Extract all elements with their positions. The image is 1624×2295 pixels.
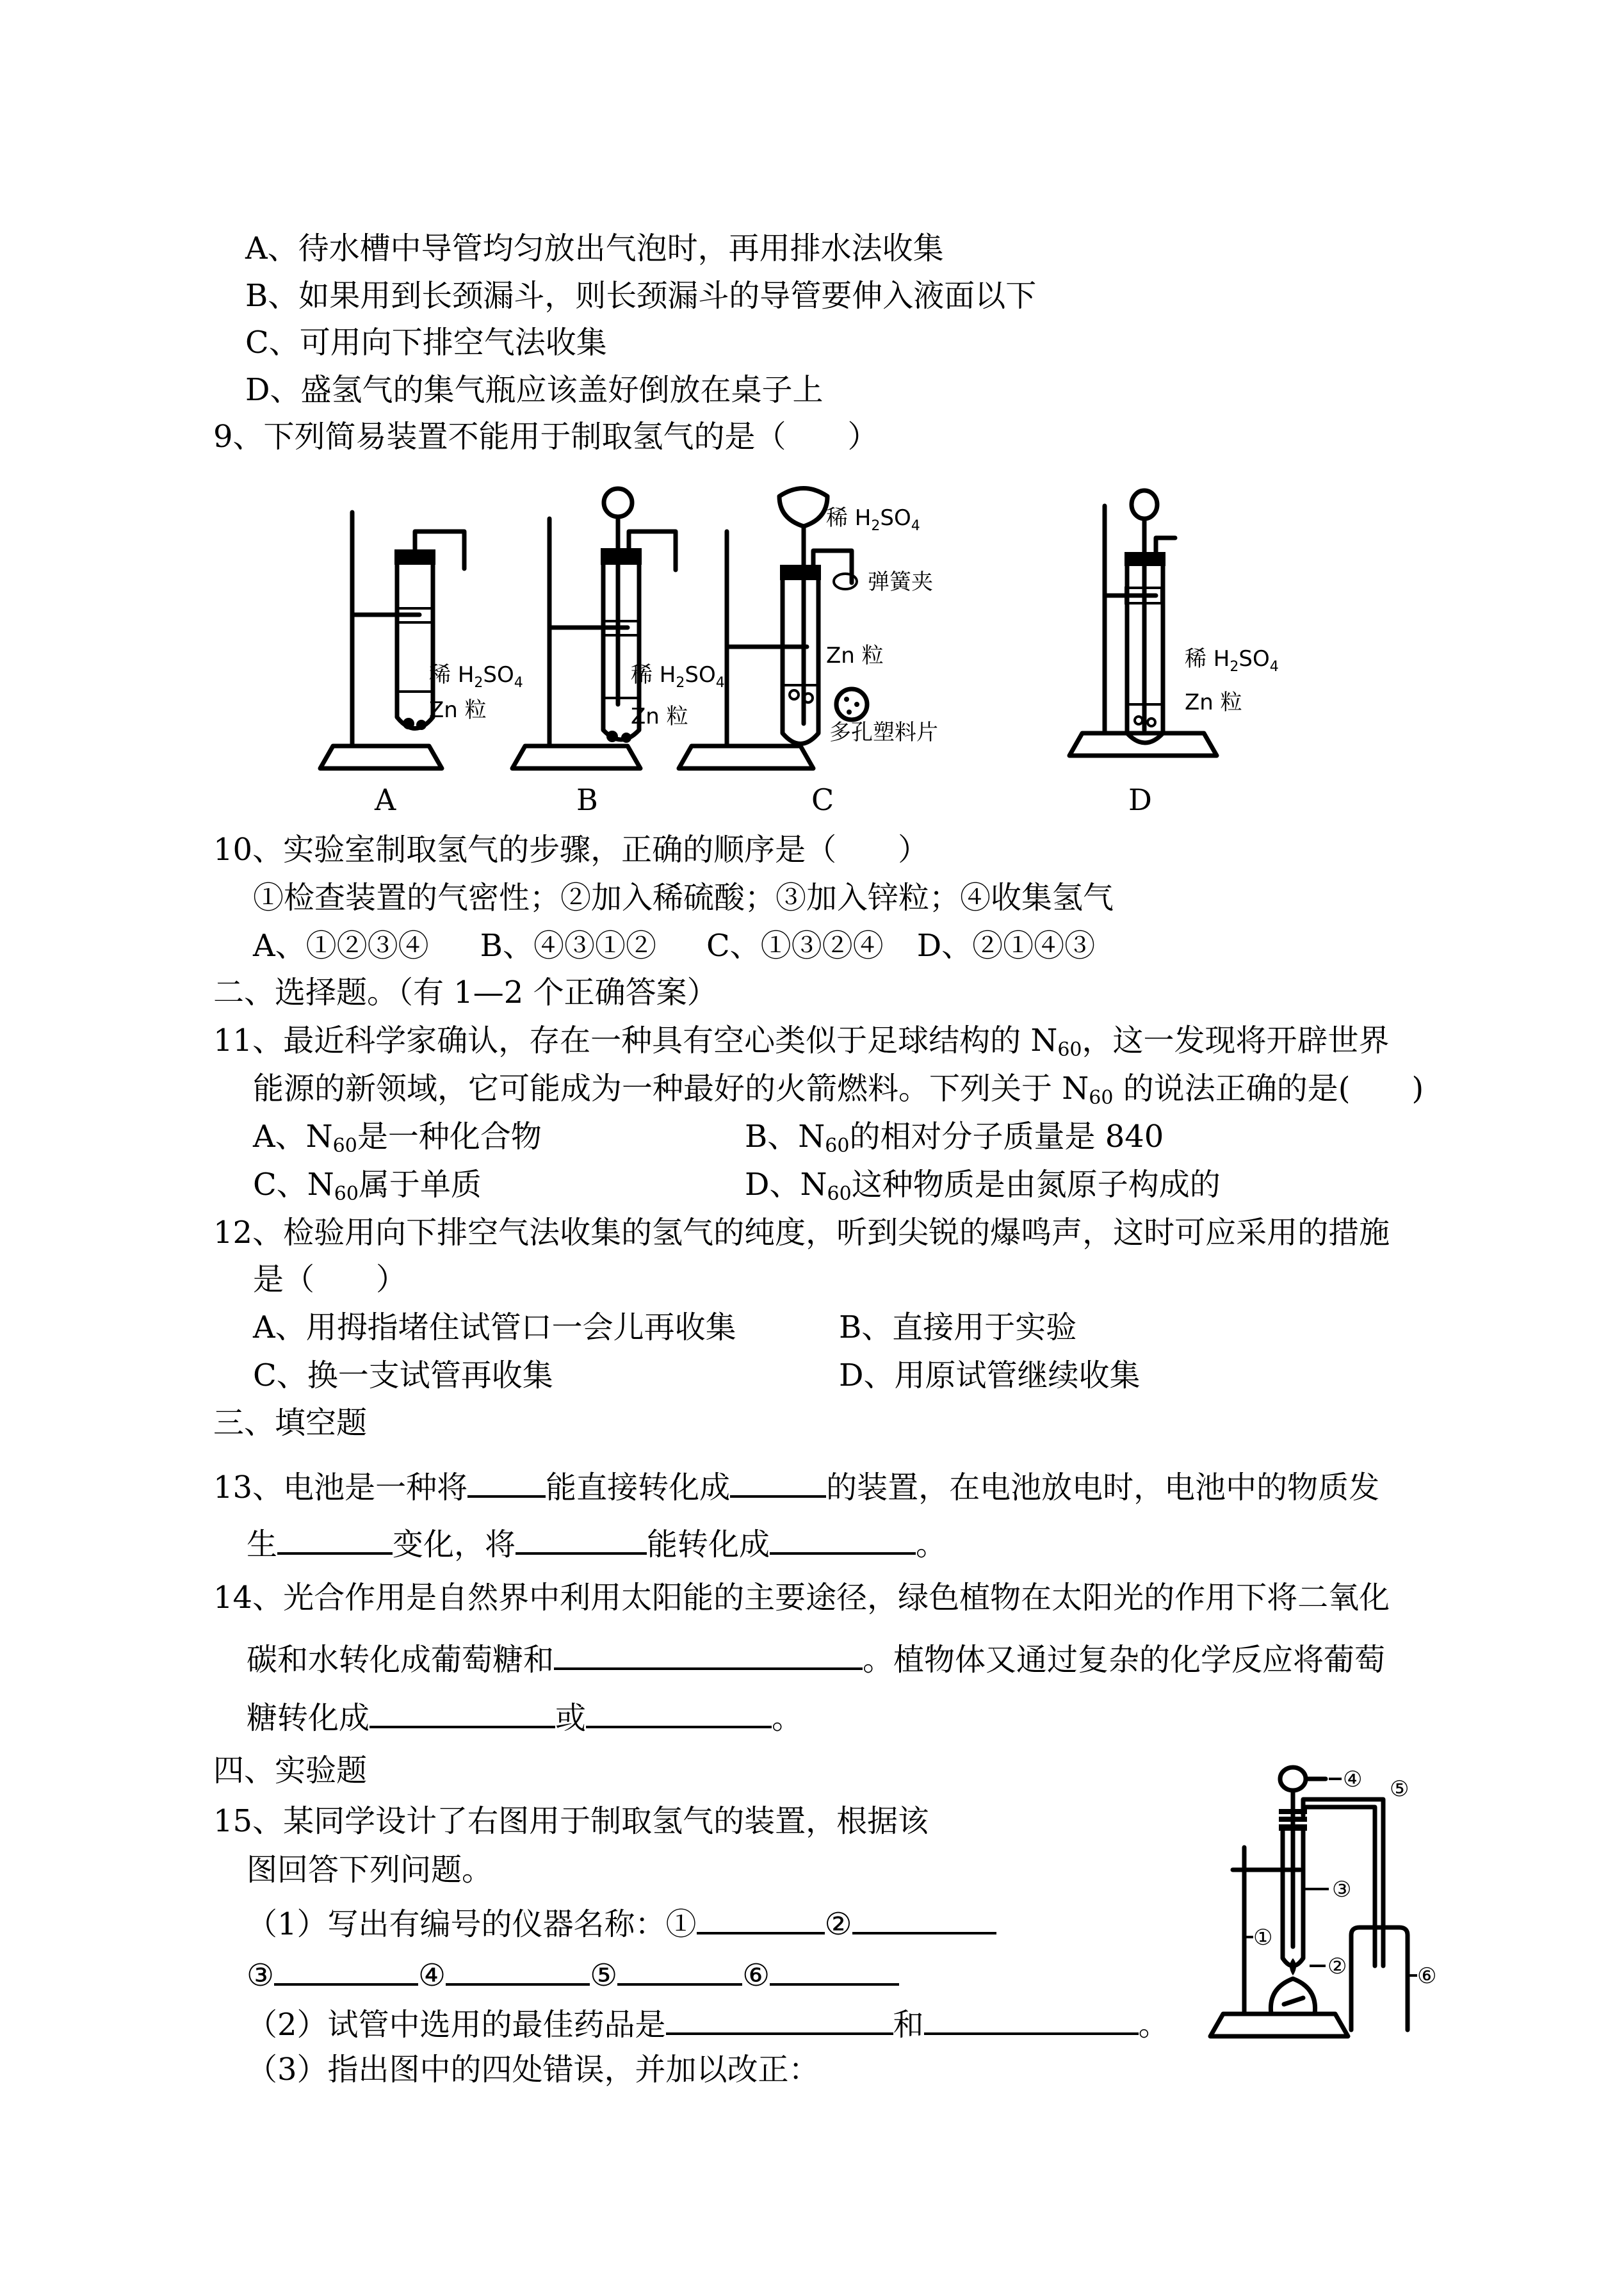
q15-blank-3[interactable]	[274, 1950, 418, 1986]
q15-part-1-cont: ③ ④ ⑤ ⑥	[247, 1950, 899, 1996]
q10-options	[253, 925, 1095, 966]
q15-part-3: （3）指出图中的四处错误，并加以改正：	[247, 2052, 820, 2088]
apparatus-a-acid-label: 稀 $H_2SO_4$	[429, 662, 523, 691]
q15-fig-label-1: ①	[1253, 1925, 1273, 1950]
q10-option-c: C、①③②④	[706, 928, 884, 964]
q15-blank-7[interactable]	[666, 1999, 893, 2035]
q9-apparatus-figure	[307, 487, 1306, 788]
q10-steps: ①检查装置的气密性；②加入稀硫酸；③加入锌粒；④收集氢气	[253, 880, 1114, 916]
q13-blank-3[interactable]	[277, 1519, 393, 1555]
apparatus-b	[512, 489, 725, 768]
q14-blank-1[interactable]	[554, 1634, 863, 1670]
apparatus-a	[320, 512, 523, 768]
q11-option-b: B、$N_{60}$的相对分子质量是 840	[745, 1119, 1164, 1157]
q13-line-2: 生 变化，将 能转化成 。	[247, 1519, 946, 1565]
q13-blank-2[interactable]	[730, 1462, 826, 1498]
q15-fig-label-3: ③	[1332, 1877, 1352, 1902]
q10-option-a: A、①②③④	[253, 928, 429, 964]
q14-blank-2[interactable]	[369, 1692, 555, 1728]
q12-line-1: 12、检验用向下排空气法收集的氢气的纯度，听到尖锐的爆鸣声，这时可应采用的措施	[213, 1215, 1390, 1251]
q11-option-d: D、$N_{60}$这种物质是由氮原子构成的	[745, 1167, 1221, 1205]
q15-fig-label-4: ④	[1343, 1767, 1363, 1792]
q15-fig-label-2: ②	[1328, 1954, 1347, 1979]
q8-option-c: C、可用向下排空气法收集	[245, 325, 607, 361]
q10-stem: 10、实验室制取氢气的步骤，正确的顺序是（ ）	[213, 832, 929, 868]
q12-option-c: C、换一支试管再收集	[253, 1358, 553, 1393]
q10-option-d: D、②①④③	[916, 928, 1096, 964]
q11-option-c: C、$N_{60}$属于单质	[253, 1167, 482, 1205]
q15-apparatus-figure	[1207, 1755, 1521, 2049]
q10-option-b: B、④③①②	[480, 928, 656, 964]
q15-part-2: （2）试管中选用的最佳药品是 和 。	[247, 1999, 1169, 2045]
q14-line-3: 糖转化成 或 。	[247, 1692, 802, 1739]
apparatus-d	[1069, 491, 1279, 756]
figure-label-c: C	[811, 783, 834, 817]
q8-option-a: A、待水槽中导管均匀放出气泡时，再用排水法收集	[245, 231, 944, 266]
q14-blank-3[interactable]	[586, 1692, 772, 1728]
figure-label-d: D	[1128, 783, 1152, 817]
apparatus-c-zn-label: Zn 粒	[826, 643, 884, 669]
q15-blank-5[interactable]	[617, 1950, 742, 1986]
apparatus-c-acid-label: 稀 $H_2SO_4$	[826, 505, 920, 534]
q13-blank-5[interactable]	[770, 1519, 916, 1555]
apparatus-d-zn-label: Zn 粒	[1185, 690, 1242, 715]
q15-line-2: 图回答下列问题。	[247, 1852, 493, 1888]
section-3-heading: 三、填空题	[213, 1405, 368, 1441]
apparatus-c	[679, 489, 938, 769]
q9-stem: 9、下列简易装置不能用于制取氢气的是（ ）	[213, 419, 879, 455]
figure-label-b: B	[576, 783, 598, 817]
q15-fig-label-6: ⑥	[1417, 1963, 1437, 1989]
q11-option-a: A、$N_{60}$是一种化合物	[253, 1119, 542, 1157]
section-4-heading: 四、实验题	[213, 1753, 368, 1788]
apparatus-a-zn-label: Zn 粒	[429, 697, 487, 723]
q14-line-2: 碳和水转化成葡萄糖和 。植物体又通过复杂的化学反应将葡萄	[247, 1634, 1385, 1680]
q13-line-1: 13、电池是一种将 能直接转化成 的装置，在电池放电时，电池中的物质发	[213, 1462, 1379, 1508]
q15-fig-label-5: ⑤	[1390, 1776, 1409, 1802]
apparatus-b-zn-label: Zn 粒	[631, 704, 688, 729]
apparatus-b-acid-label: 稀 $H_2SO_4$	[631, 662, 725, 691]
q12-option-d: D、用原试管继续收集	[839, 1358, 1141, 1393]
q15-blank-4[interactable]	[446, 1950, 590, 1986]
q13-blank-1[interactable]	[467, 1462, 546, 1498]
q15-blank-6[interactable]	[770, 1950, 899, 1986]
figure-label-a: A	[375, 783, 396, 817]
q8-option-b: B、如果用到长颈漏斗，则长颈漏斗的导管要伸入液面以下	[245, 278, 1037, 314]
apparatus-c-plate-label: 多孔塑料片	[829, 720, 938, 745]
q13-blank-4[interactable]	[516, 1519, 647, 1555]
q12-option-a: A、用拇指堵住试管口一会儿再收集	[253, 1310, 736, 1345]
q14-line-1: 14、光合作用是自然界中利用太阳能的主要途径，绿色植物在太阳光的作用下将二氧化	[213, 1580, 1390, 1616]
q15-blank-2[interactable]	[852, 1899, 996, 1934]
q11-line-1: 11、最近科学家确认，存在一种具有空心类似于足球结构的 $N_{60}$，这一发现将开辟世界	[213, 1023, 1390, 1061]
q15-blank-8[interactable]	[924, 1999, 1139, 2035]
q15-part-1: （1）写出有编号的仪器名称：① ②	[247, 1899, 996, 1945]
q12-line-2: 是（ ）	[253, 1261, 407, 1297]
section-2-heading: 二、选择题。（有 1—2 个正确答案）	[213, 975, 718, 1010]
q12-option-b: B、直接用于实验	[839, 1310, 1077, 1345]
q15-line-1: 15、某同学设计了右图用于制取氢气的装置，根据该	[213, 1803, 929, 1839]
q8-option-d: D、盛氢气的集气瓶应该盖好倒放在桌子上	[245, 372, 824, 408]
q15-blank-1[interactable]	[697, 1899, 825, 1934]
apparatus-c-clip-label: 弹簧夹	[868, 569, 933, 595]
apparatus-d-acid-label: 稀 $H_2SO_4$	[1185, 646, 1279, 675]
q11-line-2: 能源的新领域，它可能成为一种最好的火箭燃料。下列关于 $N_{60}$ 的说法正确的是( )	[253, 1071, 1424, 1109]
